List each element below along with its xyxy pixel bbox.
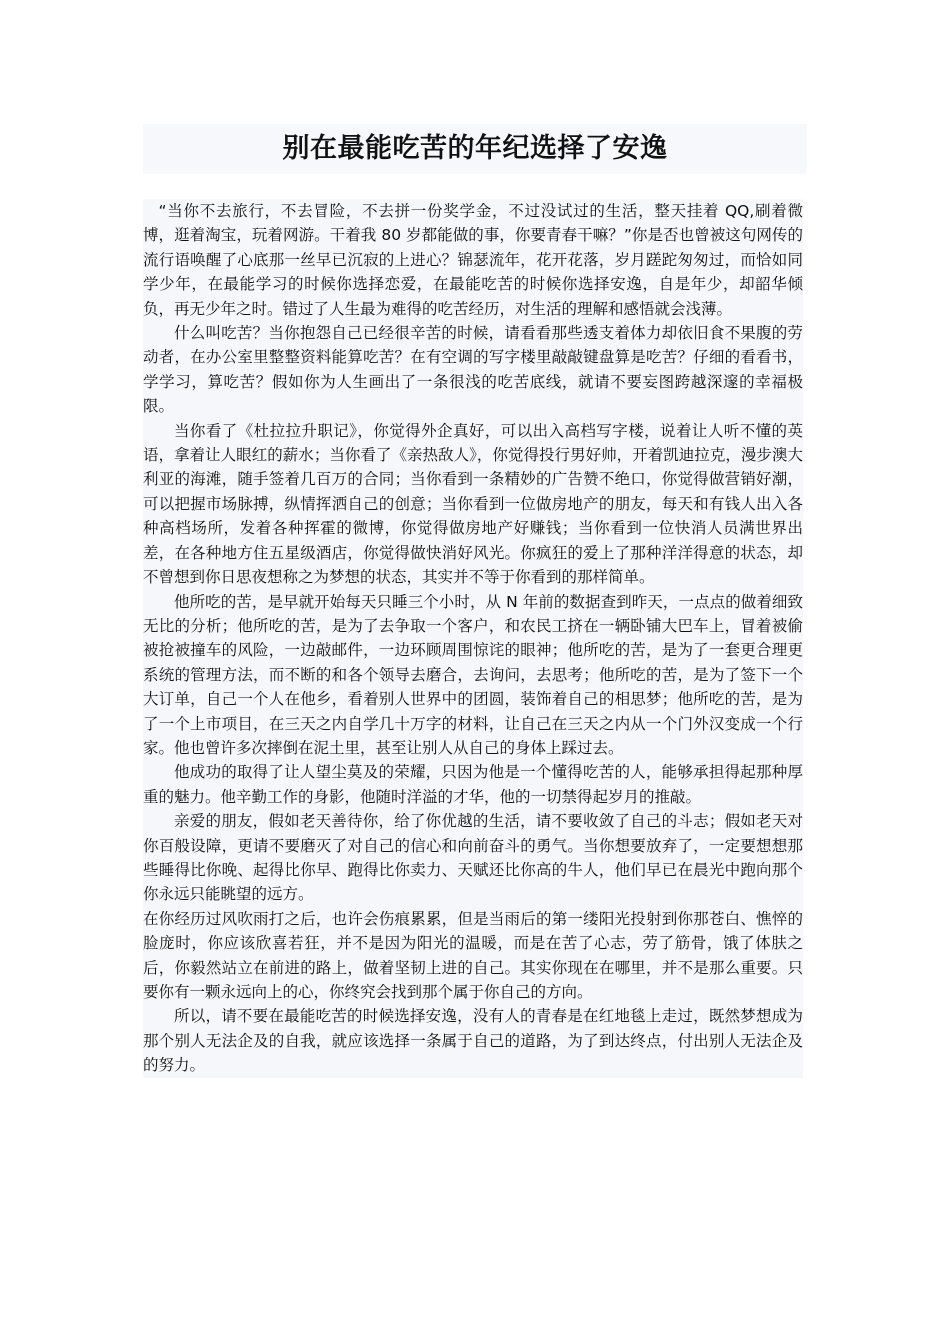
- article-body: [143, 199, 803, 1078]
- paragraph-8: 所以，请不要在最能吃苦的时候选择安逸，没有人的青春是在红地毯上走过，既然梦想成为那个别人无法企及的自我，就应该选择一条属于自己的道路，为了到达终点，付出别人无法企及的努力。: [143, 1004, 803, 1077]
- paragraph-1: “当你不去旅行，不去冒险，不去拼一份奖学金，不过没试过的生活，整天挂着 QQ,刷着微博，逛着淘宝，玩着网游。干着我 80 岁都能做的事，你要青春干嘛？”你是否也曾被这句网传的流行语唤醒了心底那一丝早已沉寂的上进心？锦瑟流年，花开花落，岁月蹉跎匆匆过，而恰如同学少年，在最能学习的时候你选择恋爱，在最能吃苦的时候你选择安逸，自是年少，却韶华倾负，再无少年之时。错过了人生最为难得的吃苦经历，对生活的理解和感悟就会浅薄。: [143, 199, 803, 321]
- paragraph-4: 他所吃的苦，是早就开始每天只睡三个小时，从 N 年前的数据查到昨天，一点点的做着细致无比的分析；他所吃的苦，是为了去争取一个客户，和农民工挤在一辆卧铺大巴车上，冒着被偷被抢被撞车的风险，一边敲邮件，一边环顾周围惊诧的眼神；他所吃的苦，是为了一套更合理更系统的管理方法，而不断的和各个领导去磨合，去询问，去思考；他所吃的苦，是为了签下一个大订单，自己一个人在他乡，看着别人世界中的团圆，装饰着自己的相思梦；他所吃的苦，是为了一个上市项目，在三天之内自学几十万字的材料，让自己在三天之内从一个门外汉变成一个行家。他也曾许多次摔倒在泥土里，甚至让别人从自己的身体上踩过去。: [143, 590, 803, 761]
- document-title: 别在最能吃苦的年纪选择了安逸: [282, 133, 668, 164]
- paragraph-2: 什么叫吃苦？当你抱怨自己已经很辛苦的时候，请看看那些透支着体力却依旧食不果腹的劳动者，在办公室里整整资料能算吃苦？在有空调的写字楼里敲敲键盘算是吃苦？仔细的看看书，学学习，算吃苦？假如你为人生画出了一条很浅的吃苦底线，就请不要妄图跨越深邃的幸福极限。: [143, 321, 803, 419]
- paragraph-6: 亲爱的朋友，假如老天善待你，给了你优越的生活，请不要收敛了自己的斗志；假如老天对你百般设障，更请不要磨灭了对自己的信心和向前奋斗的勇气。当你想要放弃了，一定要想想那些睡得比你晚、起得比你早、跑得比你卖力、天赋还比你高的牛人，他们早已在晨光中跑向那个你永远只能眺望的远方。: [143, 809, 803, 907]
- paragraph-3: 当你看了《杜拉拉升职记》，你觉得外企真好，可以出入高档写字楼，说着让人听不懂的英语，拿着让人眼红的薪水；当你看了《亲热敌人》，你觉得投行男好帅，开着凯迪拉克，漫步澳大利亚的海滩，随手签着几百万的合同；当你看到一条精妙的广告赞不绝口，你觉得做营销好潮，可以把握市场脉搏，纵情挥洒自己的创意；当你看到一位做房地产的朋友，每天和有钱人出入各种高档场所，发着各种挥霍的微博，你觉得做房地产好赚钱；当你看到一位快消人员满世界出差，在各种地方住五星级酒店，你觉得做快消好风光。你疯狂的爱上了那种洋洋得意的状态，却不曾想到你日思夜想称之为梦想的状态，其实并不等于你看到的那样简单。: [143, 419, 803, 590]
- paragraph-7: 在你经历过风吹雨打之后，也许会伤痕累累，但是当雨后的第一缕阳光投射到你那苍白、憔悴的脸庞时，你应该欣喜若狂，并不是因为阳光的温暖，而是在苦了心志，劳了筋骨，饿了体肤之后，你毅然站立在前进的路上，做着坚韧上进的自己。其实你现在在哪里，并不是那么重要。只要你有一颗永远向上的心，你终究会找到那个属于你自己的方向。: [143, 907, 803, 1005]
- paragraph-5: 他成功的取得了让人望尘莫及的荣耀，只因为他是一个懂得吃苦的人，能够承担得起那种厚重的魅力。他辛勤工作的身影，他随时洋溢的才华，他的一切禁得起岁月的推敲。: [143, 760, 803, 809]
